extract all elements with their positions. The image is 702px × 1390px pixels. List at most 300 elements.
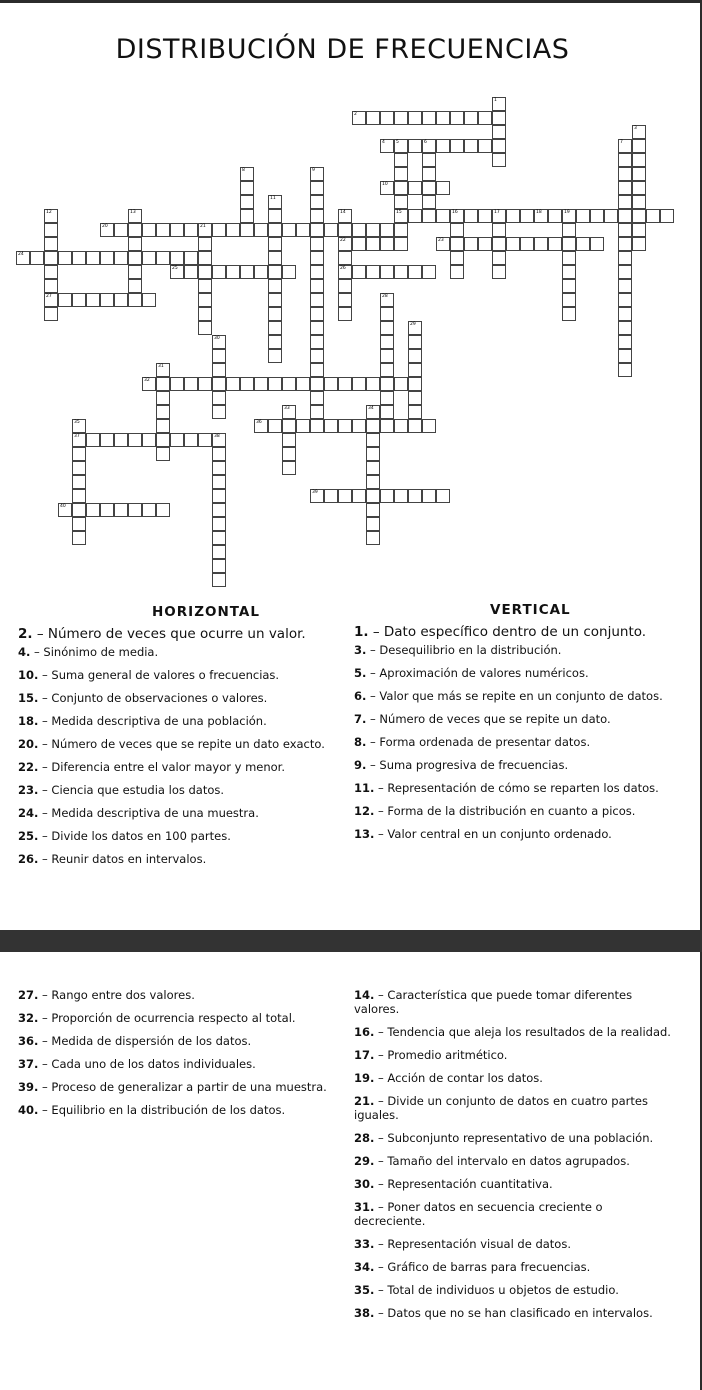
crossword-cell[interactable] <box>618 237 632 251</box>
crossword-cell[interactable] <box>254 377 268 391</box>
crossword-cell[interactable] <box>72 531 86 545</box>
crossword-cell[interactable] <box>492 265 506 279</box>
crossword-cell[interactable] <box>380 237 394 251</box>
crossword-cell[interactable] <box>408 349 422 363</box>
crossword-cell[interactable] <box>310 195 324 209</box>
crossword-cell[interactable] <box>394 181 408 195</box>
crossword-cell[interactable] <box>408 405 422 419</box>
crossword-cell[interactable] <box>268 335 282 349</box>
crossword-cell[interactable] <box>58 293 72 307</box>
crossword-cell[interactable] <box>310 209 324 223</box>
crossword-cell[interactable] <box>618 181 632 195</box>
crossword-cell[interactable] <box>492 223 506 237</box>
crossword-cell[interactable] <box>380 335 394 349</box>
crossword-cell[interactable] <box>618 167 632 181</box>
crossword-cell[interactable] <box>310 265 324 279</box>
crossword-cell[interactable] <box>618 265 632 279</box>
crossword-cell[interactable] <box>100 223 114 237</box>
crossword-cell[interactable] <box>450 265 464 279</box>
crossword-cell[interactable] <box>324 419 338 433</box>
crossword-cell[interactable] <box>86 433 100 447</box>
crossword-cell[interactable] <box>128 433 142 447</box>
crossword-cell[interactable] <box>212 517 226 531</box>
crossword-cell[interactable] <box>100 293 114 307</box>
crossword-cell[interactable] <box>198 223 212 237</box>
crossword-cell[interactable] <box>492 251 506 265</box>
crossword-cell[interactable] <box>422 167 436 181</box>
crossword-cell[interactable] <box>478 139 492 153</box>
crossword-cell[interactable] <box>380 405 394 419</box>
crossword-cell[interactable] <box>576 209 590 223</box>
crossword-cell[interactable] <box>212 447 226 461</box>
crossword-cell[interactable] <box>548 237 562 251</box>
crossword-cell[interactable] <box>618 307 632 321</box>
crossword-cell[interactable] <box>632 139 646 153</box>
crossword-cell[interactable] <box>114 293 128 307</box>
crossword-cell[interactable] <box>72 251 86 265</box>
crossword-cell[interactable] <box>492 111 506 125</box>
crossword-cell[interactable] <box>618 209 632 223</box>
crossword-cell[interactable] <box>394 139 408 153</box>
crossword-cell[interactable] <box>632 125 646 139</box>
crossword-cell[interactable] <box>212 503 226 517</box>
crossword-cell[interactable] <box>310 321 324 335</box>
crossword-cell[interactable] <box>436 139 450 153</box>
crossword-cell[interactable] <box>310 335 324 349</box>
crossword-cell[interactable] <box>128 279 142 293</box>
crossword-cell[interactable] <box>72 503 86 517</box>
crossword-cell[interactable] <box>394 195 408 209</box>
crossword-cell[interactable] <box>380 349 394 363</box>
crossword-cell[interactable] <box>254 223 268 237</box>
crossword-cell[interactable] <box>100 433 114 447</box>
crossword-cell[interactable] <box>618 335 632 349</box>
crossword-cell[interactable] <box>72 447 86 461</box>
crossword-cell[interactable] <box>394 377 408 391</box>
crossword-cell[interactable] <box>282 419 296 433</box>
crossword-cell[interactable] <box>324 489 338 503</box>
crossword-cell[interactable] <box>296 377 310 391</box>
crossword-cell[interactable] <box>478 237 492 251</box>
crossword-cell[interactable] <box>562 237 576 251</box>
crossword-cell[interactable] <box>380 419 394 433</box>
crossword-cell[interactable] <box>422 181 436 195</box>
crossword-cell[interactable] <box>310 237 324 251</box>
crossword-cell[interactable] <box>310 349 324 363</box>
crossword-cell[interactable] <box>198 265 212 279</box>
crossword-cell[interactable] <box>338 293 352 307</box>
crossword-cell[interactable] <box>240 223 254 237</box>
crossword-cell[interactable] <box>394 209 408 223</box>
crossword-cell[interactable] <box>366 111 380 125</box>
crossword-cell[interactable] <box>72 461 86 475</box>
crossword-cell[interactable] <box>408 419 422 433</box>
crossword-cell[interactable] <box>198 293 212 307</box>
crossword-cell[interactable] <box>198 279 212 293</box>
crossword-cell[interactable] <box>394 265 408 279</box>
crossword-cell[interactable] <box>632 195 646 209</box>
crossword-cell[interactable] <box>352 265 366 279</box>
crossword-cell[interactable] <box>352 237 366 251</box>
crossword-cell[interactable] <box>436 237 450 251</box>
crossword-cell[interactable] <box>380 377 394 391</box>
crossword-cell[interactable] <box>100 251 114 265</box>
crossword-cell[interactable] <box>422 111 436 125</box>
crossword-cell[interactable] <box>212 461 226 475</box>
crossword-cell[interactable] <box>436 111 450 125</box>
crossword-cell[interactable] <box>366 517 380 531</box>
crossword-cell[interactable] <box>170 433 184 447</box>
crossword-cell[interactable] <box>170 223 184 237</box>
crossword-cell[interactable] <box>142 433 156 447</box>
crossword-cell[interactable] <box>282 377 296 391</box>
crossword-cell[interactable] <box>240 167 254 181</box>
crossword-cell[interactable] <box>338 279 352 293</box>
crossword-cell[interactable] <box>72 475 86 489</box>
crossword-cell[interactable] <box>478 111 492 125</box>
crossword-cell[interactable] <box>310 363 324 377</box>
crossword-cell[interactable] <box>506 209 520 223</box>
crossword-cell[interactable] <box>408 363 422 377</box>
crossword-cell[interactable] <box>408 321 422 335</box>
crossword-cell[interactable] <box>352 489 366 503</box>
crossword-cell[interactable] <box>212 489 226 503</box>
crossword-cell[interactable] <box>184 223 198 237</box>
crossword-cell[interactable] <box>590 209 604 223</box>
crossword-cell[interactable] <box>212 531 226 545</box>
crossword-cell[interactable] <box>156 447 170 461</box>
crossword-cell[interactable] <box>128 251 142 265</box>
crossword-cell[interactable] <box>618 363 632 377</box>
crossword-cell[interactable] <box>618 153 632 167</box>
crossword-cell[interactable] <box>128 265 142 279</box>
crossword-cell[interactable] <box>338 223 352 237</box>
crossword-cell[interactable] <box>632 167 646 181</box>
crossword-cell[interactable] <box>268 251 282 265</box>
crossword-cell[interactable] <box>534 237 548 251</box>
crossword-cell[interactable] <box>632 223 646 237</box>
crossword-cell[interactable] <box>366 461 380 475</box>
crossword-cell[interactable] <box>366 237 380 251</box>
crossword-cell[interactable] <box>506 237 520 251</box>
crossword-cell[interactable] <box>198 237 212 251</box>
crossword-cell[interactable] <box>212 391 226 405</box>
crossword-cell[interactable] <box>268 237 282 251</box>
crossword-cell[interactable] <box>310 405 324 419</box>
crossword-cell[interactable] <box>618 223 632 237</box>
crossword-cell[interactable] <box>422 265 436 279</box>
crossword-cell[interactable] <box>380 293 394 307</box>
crossword-cell[interactable] <box>268 223 282 237</box>
crossword-cell[interactable] <box>212 377 226 391</box>
crossword-cell[interactable] <box>142 293 156 307</box>
crossword-cell[interactable] <box>450 111 464 125</box>
crossword-cell[interactable] <box>394 153 408 167</box>
crossword-cell[interactable] <box>604 209 618 223</box>
crossword-cell[interactable] <box>338 209 352 223</box>
crossword-cell[interactable] <box>282 405 296 419</box>
crossword-cell[interactable] <box>282 265 296 279</box>
crossword-cell[interactable] <box>282 433 296 447</box>
crossword-cell[interactable] <box>156 419 170 433</box>
crossword-cell[interactable] <box>436 489 450 503</box>
crossword-cell[interactable] <box>520 237 534 251</box>
crossword-cell[interactable] <box>632 153 646 167</box>
crossword-cell[interactable] <box>198 321 212 335</box>
crossword-cell[interactable] <box>170 251 184 265</box>
crossword-cell[interactable] <box>352 377 366 391</box>
crossword-cell[interactable] <box>114 433 128 447</box>
crossword-cell[interactable] <box>338 251 352 265</box>
crossword-cell[interactable] <box>184 251 198 265</box>
crossword-cell[interactable] <box>72 517 86 531</box>
crossword-cell[interactable] <box>128 209 142 223</box>
crossword-cell[interactable] <box>366 503 380 517</box>
crossword-cell[interactable] <box>408 209 422 223</box>
crossword-cell[interactable] <box>380 181 394 195</box>
crossword-cell[interactable] <box>646 209 660 223</box>
crossword-cell[interactable] <box>394 223 408 237</box>
crossword-cell[interactable] <box>142 377 156 391</box>
crossword-cell[interactable] <box>156 223 170 237</box>
crossword-cell[interactable] <box>310 167 324 181</box>
crossword-cell[interactable] <box>212 349 226 363</box>
crossword-cell[interactable] <box>44 293 58 307</box>
crossword-cell[interactable] <box>366 531 380 545</box>
crossword-cell[interactable] <box>408 181 422 195</box>
crossword-cell[interactable] <box>156 391 170 405</box>
crossword-cell[interactable] <box>268 349 282 363</box>
crossword-cell[interactable] <box>310 419 324 433</box>
crossword-cell[interactable] <box>226 377 240 391</box>
crossword-cell[interactable] <box>492 209 506 223</box>
crossword-cell[interactable] <box>422 153 436 167</box>
crossword-cell[interactable] <box>422 139 436 153</box>
crossword-cell[interactable] <box>72 433 86 447</box>
crossword-cell[interactable] <box>142 251 156 265</box>
crossword-cell[interactable] <box>268 195 282 209</box>
crossword-cell[interactable] <box>422 209 436 223</box>
crossword-cell[interactable] <box>296 223 310 237</box>
crossword-cell[interactable] <box>240 265 254 279</box>
crossword-cell[interactable] <box>380 391 394 405</box>
crossword-cell[interactable] <box>394 489 408 503</box>
crossword-cell[interactable] <box>310 251 324 265</box>
crossword-cell[interactable] <box>352 111 366 125</box>
crossword-cell[interactable] <box>562 251 576 265</box>
crossword-cell[interactable] <box>576 237 590 251</box>
crossword-cell[interactable] <box>156 377 170 391</box>
crossword-cell[interactable] <box>394 111 408 125</box>
crossword-cell[interactable] <box>338 419 352 433</box>
crossword-cell[interactable] <box>366 433 380 447</box>
crossword-cell[interactable] <box>72 293 86 307</box>
crossword-cell[interactable] <box>450 237 464 251</box>
crossword-cell[interactable] <box>562 307 576 321</box>
crossword-cell[interactable] <box>268 279 282 293</box>
crossword-cell[interactable] <box>282 461 296 475</box>
crossword-cell[interactable] <box>268 377 282 391</box>
crossword-cell[interactable] <box>450 209 464 223</box>
crossword-cell[interactable] <box>408 111 422 125</box>
crossword-cell[interactable] <box>72 419 86 433</box>
crossword-cell[interactable] <box>310 307 324 321</box>
crossword-cell[interactable] <box>422 489 436 503</box>
crossword-cell[interactable] <box>58 251 72 265</box>
crossword-cell[interactable] <box>394 419 408 433</box>
crossword-cell[interactable] <box>212 573 226 587</box>
crossword-cell[interactable] <box>240 195 254 209</box>
crossword-cell[interactable] <box>142 503 156 517</box>
crossword-cell[interactable] <box>324 377 338 391</box>
crossword-cell[interactable] <box>492 153 506 167</box>
crossword-cell[interactable] <box>198 251 212 265</box>
crossword-cell[interactable] <box>408 377 422 391</box>
crossword-cell[interactable] <box>366 223 380 237</box>
crossword-cell[interactable] <box>100 503 114 517</box>
crossword-cell[interactable] <box>394 167 408 181</box>
crossword-cell[interactable] <box>254 419 268 433</box>
crossword-cell[interactable] <box>268 265 282 279</box>
crossword-cell[interactable] <box>128 237 142 251</box>
crossword-cell[interactable] <box>380 223 394 237</box>
crossword-cell[interactable] <box>212 335 226 349</box>
crossword-cell[interactable] <box>464 237 478 251</box>
crossword-cell[interactable] <box>44 307 58 321</box>
crossword-cell[interactable] <box>492 125 506 139</box>
crossword-cell[interactable] <box>156 503 170 517</box>
crossword-cell[interactable] <box>464 111 478 125</box>
crossword-cell[interactable] <box>562 279 576 293</box>
crossword-cell[interactable] <box>212 545 226 559</box>
crossword-cell[interactable] <box>114 223 128 237</box>
crossword-cell[interactable] <box>198 377 212 391</box>
crossword-cell[interactable] <box>492 139 506 153</box>
crossword-cell[interactable] <box>212 405 226 419</box>
crossword-cell[interactable] <box>184 377 198 391</box>
crossword-cell[interactable] <box>590 237 604 251</box>
crossword-cell[interactable] <box>352 223 366 237</box>
crossword-cell[interactable] <box>324 223 338 237</box>
crossword-cell[interactable] <box>632 209 646 223</box>
crossword-cell[interactable] <box>16 251 30 265</box>
crossword-cell[interactable] <box>492 97 506 111</box>
crossword-cell[interactable] <box>198 433 212 447</box>
crossword-cell[interactable] <box>142 223 156 237</box>
crossword-cell[interactable] <box>366 489 380 503</box>
crossword-cell[interactable] <box>408 265 422 279</box>
crossword-cell[interactable] <box>436 209 450 223</box>
crossword-cell[interactable] <box>436 181 450 195</box>
crossword-cell[interactable] <box>534 209 548 223</box>
crossword-cell[interactable] <box>44 279 58 293</box>
crossword-cell[interactable] <box>58 503 72 517</box>
crossword-cell[interactable] <box>268 321 282 335</box>
crossword-cell[interactable] <box>450 223 464 237</box>
crossword-cell[interactable] <box>212 433 226 447</box>
crossword-cell[interactable] <box>478 209 492 223</box>
crossword-cell[interactable] <box>156 251 170 265</box>
crossword-cell[interactable] <box>380 307 394 321</box>
crossword-cell[interactable] <box>212 363 226 377</box>
crossword-cell[interactable] <box>310 489 324 503</box>
crossword-cell[interactable] <box>30 251 44 265</box>
crossword-cell[interactable] <box>450 251 464 265</box>
crossword-cell[interactable] <box>338 489 352 503</box>
crossword-cell[interactable] <box>226 223 240 237</box>
crossword-cell[interactable] <box>338 265 352 279</box>
crossword-cell[interactable] <box>492 237 506 251</box>
crossword-cell[interactable] <box>114 251 128 265</box>
crossword-cell[interactable] <box>450 139 464 153</box>
crossword-cell[interactable] <box>212 559 226 573</box>
crossword-cell[interactable] <box>618 251 632 265</box>
crossword-cell[interactable] <box>380 363 394 377</box>
crossword-cell[interactable] <box>86 503 100 517</box>
crossword-cell[interactable] <box>338 237 352 251</box>
crossword-cell[interactable] <box>240 209 254 223</box>
crossword-cell[interactable] <box>72 489 86 503</box>
crossword-cell[interactable] <box>618 279 632 293</box>
crossword-cell[interactable] <box>422 419 436 433</box>
crossword-cell[interactable] <box>660 209 674 223</box>
crossword-cell[interactable] <box>44 223 58 237</box>
crossword-cell[interactable] <box>562 223 576 237</box>
crossword-cell[interactable] <box>268 419 282 433</box>
crossword-cell[interactable] <box>198 307 212 321</box>
crossword-cell[interactable] <box>366 419 380 433</box>
crossword-cell[interactable] <box>366 405 380 419</box>
crossword-cell[interactable] <box>408 391 422 405</box>
crossword-cell[interactable] <box>254 265 268 279</box>
crossword-cell[interactable] <box>212 475 226 489</box>
crossword-cell[interactable] <box>128 223 142 237</box>
crossword-cell[interactable] <box>212 265 226 279</box>
crossword-cell[interactable] <box>618 349 632 363</box>
crossword-cell[interactable] <box>366 377 380 391</box>
crossword-cell[interactable] <box>422 195 436 209</box>
crossword-cell[interactable] <box>128 503 142 517</box>
crossword-cell[interactable] <box>44 209 58 223</box>
crossword-cell[interactable] <box>464 209 478 223</box>
crossword-cell[interactable] <box>44 237 58 251</box>
crossword-cell[interactable] <box>212 223 226 237</box>
crossword-cell[interactable] <box>184 265 198 279</box>
crossword-cell[interactable] <box>156 433 170 447</box>
crossword-cell[interactable] <box>310 279 324 293</box>
crossword-cell[interactable] <box>380 111 394 125</box>
crossword-cell[interactable] <box>380 321 394 335</box>
crossword-cell[interactable] <box>156 363 170 377</box>
crossword-cell[interactable] <box>310 223 324 237</box>
crossword-cell[interactable] <box>352 419 366 433</box>
crossword-cell[interactable] <box>520 209 534 223</box>
crossword-cell[interactable] <box>548 209 562 223</box>
crossword-cell[interactable] <box>86 293 100 307</box>
crossword-cell[interactable] <box>366 475 380 489</box>
crossword-cell[interactable] <box>44 251 58 265</box>
crossword-cell[interactable] <box>408 489 422 503</box>
crossword-cell[interactable] <box>226 265 240 279</box>
crossword-cell[interactable] <box>366 447 380 461</box>
crossword-cell[interactable] <box>562 209 576 223</box>
crossword-cell[interactable] <box>632 237 646 251</box>
crossword-cell[interactable] <box>310 181 324 195</box>
crossword-cell[interactable] <box>170 377 184 391</box>
crossword-cell[interactable] <box>338 307 352 321</box>
crossword-cell[interactable] <box>464 139 478 153</box>
crossword-cell[interactable] <box>408 335 422 349</box>
